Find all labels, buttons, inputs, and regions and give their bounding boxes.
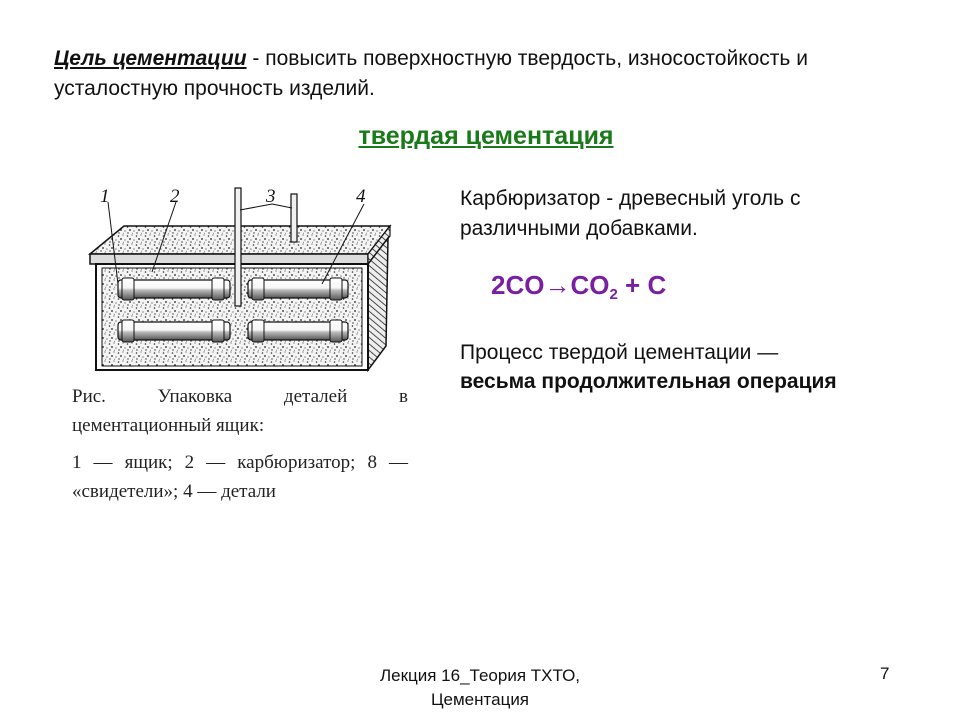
cementation-goal [54,44,924,104]
figure-label-4: 4 [356,186,366,207]
subtitle-text: твердая цементация [358,122,614,150]
figure-label-1: 1 [100,186,110,207]
caption-line-1: Рис. Упаковка деталей в [72,386,408,407]
caption-line-2: цементационный ящик: [72,415,265,436]
carburizer-block [460,184,920,244]
workpiece [248,278,348,300]
workpiece [118,320,230,342]
carburizer-text: Карбюризатор - древесный уголь с различными добавками. [460,187,801,240]
reaction-right: + C [617,270,667,300]
goal-term: Цель цементации [54,47,247,70]
process-text: Процесс твердой цементации — [460,341,779,364]
cementation-box-figure [72,180,412,380]
process-strong: весьма продолжительная операция [460,370,837,393]
section-subtitle [0,122,960,151]
process-note [460,338,930,396]
figure-caption [72,382,408,506]
figure-label-2: 2 [170,186,180,207]
caption-legend: 1 — ящик; 2 — карбюризатор; 8 — «свидетели»; 4 — детали [72,452,408,502]
goal-text: - повысить поверхностную твердость, износостойкость и усталостную прочность изделий. [54,47,808,100]
reaction-subscript: 2 [609,286,618,303]
workpiece [248,320,348,342]
reaction-equation [491,270,666,303]
slide-footer [300,664,660,712]
footer-line-1: Лекция 16_Теория ТХТО, [379,666,581,685]
reaction-left: 2CO→CO [491,270,610,300]
figure-label-3: 3 [266,186,276,207]
footer-line-2: Цементация [430,690,530,709]
page-number: 7 [880,664,890,683]
workpiece [118,278,230,300]
